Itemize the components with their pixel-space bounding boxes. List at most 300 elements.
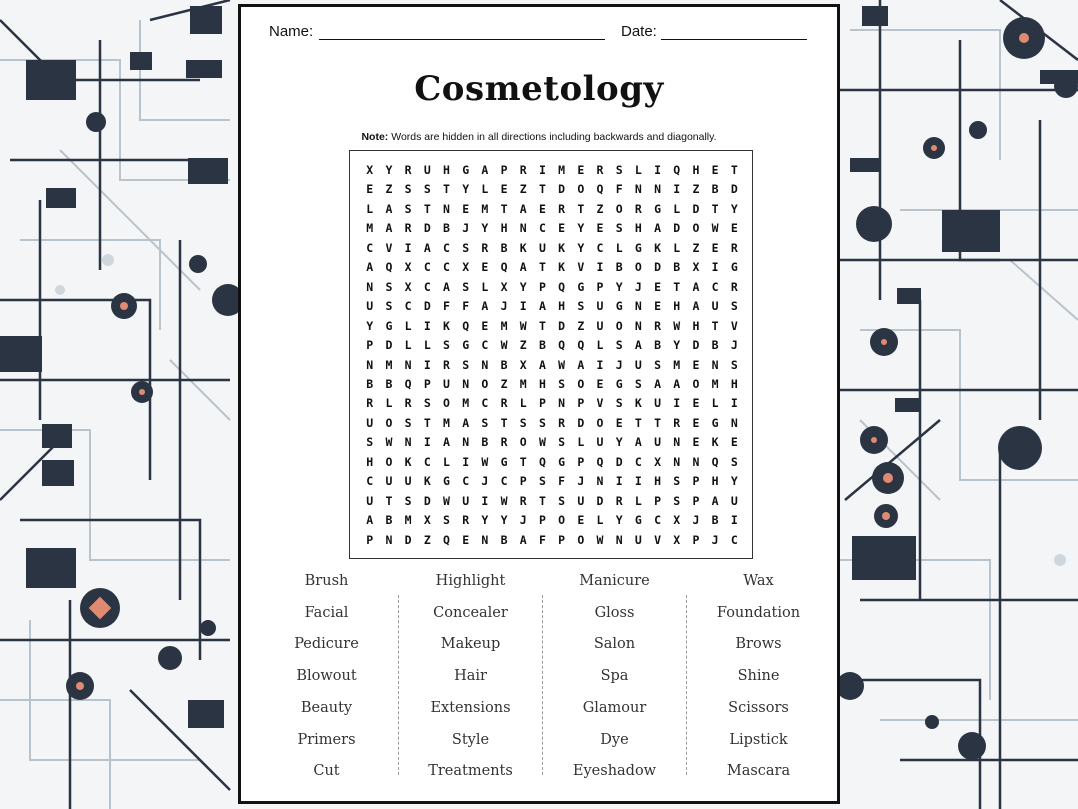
grid-letter: V <box>577 260 585 275</box>
grid-letter: S <box>423 396 431 411</box>
word-item: Style <box>451 731 490 748</box>
grid-letter: O <box>692 221 700 236</box>
grid-letter: B <box>385 513 393 528</box>
grid-letter: T <box>711 318 719 333</box>
grid-letter: D <box>577 415 585 430</box>
grid-letter: Q <box>673 163 681 177</box>
grid-letter: E <box>654 299 661 314</box>
name-label: Name: <box>269 23 314 40</box>
grid-letter: L <box>634 493 642 508</box>
grid-letter: R <box>404 163 412 177</box>
grid-letter: U <box>366 299 374 314</box>
grid-letter: C <box>366 240 374 255</box>
grid-letter: T <box>577 201 585 216</box>
grid-letter: K <box>404 454 412 469</box>
grid-letter: I <box>673 182 681 197</box>
grid-letter: Y <box>481 513 489 528</box>
word-item: Dye <box>600 731 629 748</box>
grid-letter: R <box>558 201 566 216</box>
grid-letter: S <box>443 513 450 528</box>
grid-letter: H <box>673 299 681 314</box>
grid-letter: R <box>654 318 661 333</box>
grid-letter: O <box>596 415 604 430</box>
grid-row <box>350 492 754 512</box>
grid-letter: O <box>692 376 700 391</box>
word-item: Lipstick <box>729 731 788 748</box>
grid-letter: E <box>692 396 700 411</box>
grid-letter: R <box>634 201 642 216</box>
grid-letter: E <box>692 435 700 450</box>
grid-letter: Y <box>673 338 681 353</box>
grid-row <box>350 297 754 317</box>
grid-letter: R <box>673 415 681 430</box>
grid-letter: M <box>366 221 374 236</box>
grid-row <box>350 511 754 531</box>
grid-letter: H <box>538 376 546 391</box>
grid-letter: O <box>385 454 393 469</box>
grid-letter: B <box>538 338 546 353</box>
grid-letter: G <box>730 260 738 275</box>
grid-letter: E <box>577 513 585 528</box>
grid-letter: F <box>443 299 450 314</box>
grid-letter: C <box>730 532 738 547</box>
grid-letter: C <box>462 474 470 489</box>
grid-letter: X <box>692 260 700 275</box>
grid-letter: H <box>500 221 508 236</box>
grid-letter: P <box>538 279 546 294</box>
grid-letter: A <box>385 201 393 216</box>
grid-letter: L <box>711 396 719 411</box>
word-item: Highlight <box>435 573 506 589</box>
grid-letter: L <box>596 338 604 353</box>
grid-letter: D <box>423 493 431 508</box>
grid-letter: U <box>385 474 393 489</box>
grid-row <box>350 453 754 473</box>
grid-letter: A <box>519 260 527 275</box>
grid-letter: A <box>519 532 527 547</box>
grid-letter: T <box>538 260 546 275</box>
grid-letter: W <box>558 357 566 372</box>
grid-letter: Y <box>481 221 489 236</box>
grid-letter: W <box>385 435 393 450</box>
grid-letter: L <box>385 396 393 411</box>
grid-letter: S <box>634 376 642 391</box>
grid-letter: Z <box>519 338 527 353</box>
grid-letter: S <box>462 357 470 372</box>
grid-letter: H <box>654 474 661 489</box>
grid-letter: U <box>634 357 642 372</box>
grid-letter: L <box>481 279 489 294</box>
grid-letter: Y <box>519 279 527 294</box>
grid-letter: M <box>500 318 508 333</box>
grid-letter: A <box>538 357 546 372</box>
grid-letter: B <box>443 221 450 236</box>
grid-letter: S <box>615 221 623 236</box>
grid-letter: U <box>596 299 604 314</box>
grid-letter: L <box>366 201 374 216</box>
grid-letter: S <box>558 376 566 391</box>
grid-letter: I <box>615 474 623 489</box>
grid-letter: L <box>404 338 412 353</box>
grid-letter: U <box>366 415 374 430</box>
grid-letter: M <box>519 376 527 391</box>
grid-letter: R <box>500 435 508 450</box>
grid-letter: D <box>730 182 738 197</box>
grid-row <box>350 239 754 259</box>
grid-letter: T <box>423 415 431 430</box>
grid-letter: I <box>423 435 431 450</box>
grid-letter: K <box>711 435 719 450</box>
grid-letter: D <box>692 338 700 353</box>
grid-letter: A <box>443 279 450 294</box>
grid-letter: U <box>404 474 412 489</box>
grid-letter: N <box>481 532 489 547</box>
grid-letter: T <box>538 318 546 333</box>
grid-letter: C <box>711 279 719 294</box>
grid-letter: J <box>462 221 470 236</box>
grid-letter: C <box>481 338 489 353</box>
grid-letter: S <box>730 299 738 314</box>
grid-letter: E <box>730 221 738 236</box>
grid-row <box>350 531 754 551</box>
word-item: Facial <box>304 604 349 621</box>
grid-letter: J <box>711 532 719 547</box>
grid-letter: G <box>385 318 393 333</box>
grid-letter: L <box>443 454 450 469</box>
grid-letter: U <box>730 493 738 508</box>
grid-letter: O <box>481 376 489 391</box>
grid-letter: H <box>366 454 374 469</box>
grid-letter: B <box>615 260 623 275</box>
grid-letter: A <box>692 279 700 294</box>
grid-letter: E <box>481 318 489 333</box>
letter-grid <box>349 150 753 559</box>
grid-letter: C <box>634 454 642 469</box>
grid-letter: Q <box>385 260 393 275</box>
grid-row <box>350 375 754 395</box>
word-item: Manicure <box>579 573 650 589</box>
word-item: Mascara <box>726 763 791 780</box>
grid-letter: E <box>366 182 374 197</box>
word-item: Makeup <box>440 636 501 653</box>
grid-letter: L <box>673 240 681 255</box>
grid-letter: R <box>404 221 412 236</box>
grid-letter: O <box>634 260 642 275</box>
grid-letter: G <box>615 299 623 314</box>
grid-letter: A <box>481 163 489 177</box>
grid-letter: N <box>519 221 527 236</box>
grid-letter: O <box>615 318 623 333</box>
grid-letter: A <box>423 240 431 255</box>
grid-letter: L <box>596 513 604 528</box>
grid-letter: U <box>596 435 604 450</box>
grid-letter: G <box>500 454 508 469</box>
grid-letter: W <box>481 454 489 469</box>
word-item: Blowout <box>296 668 357 685</box>
grid-letter: A <box>366 513 374 528</box>
grid-letter: B <box>654 338 661 353</box>
grid-letter: V <box>385 240 393 255</box>
grid-letter: E <box>711 240 719 255</box>
grid-letter: B <box>481 435 489 450</box>
grid-letter: O <box>558 513 566 528</box>
grid-letter: H <box>692 318 700 333</box>
grid-letter: Y <box>730 201 738 216</box>
grid-letter: A <box>634 435 642 450</box>
grid-letter: A <box>443 435 450 450</box>
word-item: Brows <box>735 636 782 653</box>
grid-letter: Z <box>500 376 508 391</box>
grid-row <box>350 278 754 298</box>
grid-letter: T <box>634 415 642 430</box>
grid-letter: S <box>615 338 623 353</box>
grid-letter: T <box>730 163 738 177</box>
grid-letter: M <box>481 201 489 216</box>
grid-letter: T <box>538 182 546 197</box>
grid-letter: E <box>615 415 623 430</box>
grid-letter: S <box>423 182 431 197</box>
grid-letter: X <box>423 513 431 528</box>
grid-letter: N <box>404 357 412 372</box>
grid-letter: N <box>366 357 374 372</box>
note-text <box>241 131 837 143</box>
grid-letter: B <box>366 376 374 391</box>
grid-letter: W <box>673 318 681 333</box>
word-list <box>255 573 829 795</box>
header-row <box>269 21 809 45</box>
grid-letter: T <box>385 493 393 508</box>
grid-letter: D <box>423 299 431 314</box>
worksheet-page <box>238 4 840 804</box>
grid-letter: N <box>481 357 489 372</box>
grid-letter: N <box>673 454 681 469</box>
grid-letter: G <box>558 454 566 469</box>
grid-letter: I <box>673 396 681 411</box>
grid-letter: Y <box>615 513 623 528</box>
grid-letter: N <box>615 532 623 547</box>
grid-letter: S <box>385 279 393 294</box>
grid-letter: I <box>596 357 604 372</box>
grid-letter: P <box>577 454 585 469</box>
grid-letter: G <box>443 474 450 489</box>
grid-letter: L <box>519 396 527 411</box>
grid-letter: P <box>500 163 508 177</box>
grid-letter: A <box>711 493 719 508</box>
grid-letter: P <box>538 396 546 411</box>
grid-row <box>350 200 754 220</box>
grid-letter: U <box>654 435 661 450</box>
grid-letter: U <box>538 240 546 255</box>
grid-letter: T <box>519 454 527 469</box>
grid-letter: G <box>577 279 585 294</box>
grid-letter: A <box>538 299 546 314</box>
grid-letter: Z <box>596 201 604 216</box>
grid-letter: E <box>538 201 546 216</box>
grid-letter: P <box>558 532 566 547</box>
word-item: Shine <box>737 668 780 685</box>
grid-letter: Z <box>423 532 431 547</box>
grid-letter: Q <box>596 454 604 469</box>
grid-letter: A <box>577 357 585 372</box>
grid-letter: G <box>615 376 623 391</box>
grid-letter: H <box>443 163 450 177</box>
grid-letter: T <box>538 493 546 508</box>
grid-letter: I <box>654 163 661 177</box>
grid-letter: C <box>423 454 431 469</box>
grid-letter: M <box>558 163 566 177</box>
grid-letter: X <box>366 163 374 177</box>
grid-letter: T <box>673 279 681 294</box>
grid-letter: F <box>558 474 566 489</box>
grid-letter: T <box>423 201 431 216</box>
grid-row <box>350 433 754 453</box>
grid-letter: E <box>558 221 566 236</box>
grid-letter: K <box>654 240 661 255</box>
grid-letter: E <box>577 163 585 177</box>
grid-letter: M <box>443 415 450 430</box>
grid-letter: Y <box>577 221 585 236</box>
grid-letter: F <box>462 299 470 314</box>
grid-letter: X <box>519 357 527 372</box>
grid-letter: D <box>404 532 412 547</box>
grid-letter: Z <box>385 182 393 197</box>
grid-letter: I <box>538 163 546 177</box>
grid-letter: R <box>366 396 374 411</box>
grid-letter: P <box>577 396 585 411</box>
grid-letter: I <box>462 454 470 469</box>
grid-letter: S <box>730 454 738 469</box>
grid-letter: N <box>673 435 681 450</box>
grid-letter: H <box>730 376 738 391</box>
grid-letter: S <box>615 396 623 411</box>
grid-letter: T <box>443 182 450 197</box>
grid-letter: S <box>462 240 470 255</box>
grid-letter: K <box>423 474 431 489</box>
grid-letter: E <box>692 415 700 430</box>
grid-letter: N <box>711 357 719 372</box>
grid-letter: V <box>730 318 738 333</box>
grid-letter: C <box>443 240 450 255</box>
page-title: Cosmetology <box>414 69 664 109</box>
grid-letter: D <box>615 454 623 469</box>
grid-letter: U <box>423 163 431 177</box>
grid-letter: I <box>404 240 412 255</box>
grid-letter: G <box>462 163 470 177</box>
grid-letter: Q <box>577 338 585 353</box>
grid-letter: J <box>577 474 585 489</box>
grid-letter: S <box>462 279 470 294</box>
grid-letter: B <box>711 182 719 197</box>
grid-letter: U <box>596 318 604 333</box>
grid-letter: L <box>634 163 642 177</box>
grid-letter: O <box>385 415 393 430</box>
grid-letter: I <box>634 474 642 489</box>
grid-letter: D <box>654 260 661 275</box>
grid-letter: E <box>462 532 470 547</box>
grid-letter: G <box>634 240 642 255</box>
grid-letter: S <box>404 415 412 430</box>
grid-letter: O <box>577 376 585 391</box>
grid-letter: E <box>654 279 661 294</box>
grid-letter: S <box>404 493 412 508</box>
grid-letter: X <box>654 454 661 469</box>
word-column-4 <box>687 573 830 795</box>
grid-letter: Q <box>558 279 566 294</box>
note-bold-label: Note: <box>361 131 389 143</box>
word-item: Glamour <box>582 699 647 716</box>
grid-letter: P <box>596 279 604 294</box>
grid-letter: H <box>711 474 719 489</box>
word-item: Hair <box>454 668 487 685</box>
grid-letter: N <box>385 532 393 547</box>
word-item: Treatments <box>428 763 513 780</box>
grid-letter: Z <box>577 318 585 333</box>
grid-letter: R <box>558 415 566 430</box>
word-item: Gloss <box>594 604 635 621</box>
grid-letter: S <box>730 357 738 372</box>
grid-letter: P <box>519 474 527 489</box>
grid-letter: A <box>673 376 681 391</box>
grid-letter: X <box>673 513 681 528</box>
grid-letter: B <box>500 532 508 547</box>
word-item: Concealer <box>433 604 508 621</box>
grid-letter: T <box>500 201 508 216</box>
grid-letter: I <box>481 493 489 508</box>
grid-letter: H <box>558 299 566 314</box>
grid-letter: K <box>558 240 566 255</box>
grid-letter: S <box>654 357 661 372</box>
grid-letter: E <box>481 260 489 275</box>
grid-letter: C <box>404 299 412 314</box>
grid-letter: Q <box>596 182 604 197</box>
grid-letter: S <box>385 299 393 314</box>
grid-letter: S <box>558 493 566 508</box>
grid-letter: C <box>481 396 489 411</box>
grid-letter: T <box>654 415 661 430</box>
grid-letter: S <box>615 163 623 177</box>
grid-letter: E <box>730 435 738 450</box>
grid-letter: O <box>577 532 585 547</box>
grid-letter: A <box>692 299 700 314</box>
grid-letter: S <box>577 299 585 314</box>
grid-letter: Q <box>404 376 412 391</box>
grid-letter: S <box>538 474 546 489</box>
grid-letter: S <box>538 415 546 430</box>
grid-letter: A <box>634 338 642 353</box>
word-column-2 <box>399 573 542 795</box>
grid-letter: N <box>558 396 566 411</box>
grid-letter: M <box>711 376 719 391</box>
grid-letter: T <box>500 415 508 430</box>
grid-row <box>350 219 754 239</box>
grid-letter: A <box>654 376 661 391</box>
grid-letter: N <box>462 376 470 391</box>
grid-letter: D <box>423 221 431 236</box>
word-item: Brush <box>304 573 349 589</box>
grid-letter: N <box>404 435 412 450</box>
grid-letter: B <box>500 357 508 372</box>
grid-letter: W <box>538 435 546 450</box>
grid-letter: O <box>519 435 527 450</box>
word-item: Extensions <box>430 699 511 716</box>
grid-letter: R <box>443 357 450 372</box>
grid-letter: Z <box>692 182 700 197</box>
grid-letter: N <box>634 318 642 333</box>
grid-letter: Y <box>577 240 585 255</box>
word-item: Wax <box>743 573 774 589</box>
grid-letter: L <box>481 182 489 197</box>
grid-row <box>350 161 754 181</box>
